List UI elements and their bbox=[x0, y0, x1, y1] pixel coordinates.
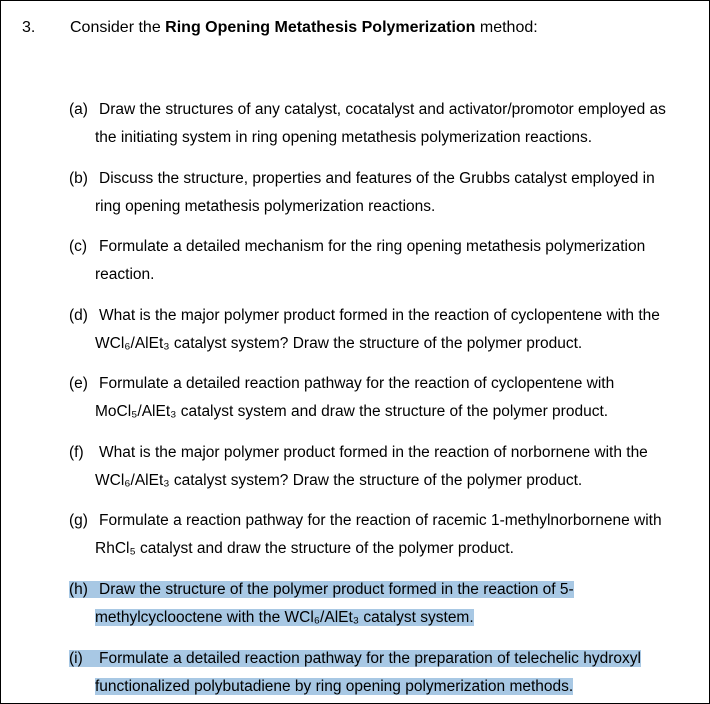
part-text-line2: RhCl₅ catalyst and draw the structure of the polymer product. bbox=[95, 540, 514, 557]
part-text-line1: Formulate a detailed reaction pathway for the preparation of telechelic hydroxyl bbox=[99, 650, 641, 667]
part-text-line1: Formulate a detailed mechanism for the ring opening metathesis polymerization bbox=[99, 238, 646, 255]
part-text-line2: reaction. bbox=[95, 266, 155, 283]
part-text-line1: What is the major polymer product formed in the reaction of cyclopentene with the bbox=[99, 307, 660, 324]
part-label: (b) bbox=[69, 170, 88, 187]
part-text-line2: methylcyclooctene with the WCl₆/AlEt₃ catalyst system. bbox=[95, 609, 474, 626]
part-label: (a) bbox=[69, 101, 88, 118]
part-label: (i) bbox=[69, 650, 83, 667]
part-text-line2: WCl₆/AlEt₃ catalyst system? Draw the structure of the polymer product. bbox=[95, 472, 583, 489]
part-text-line1: Draw the structures of any catalyst, cocatalyst and activator/promotor employed as bbox=[99, 101, 666, 118]
intro-method-name: Ring Opening Metathesis Polymerization bbox=[165, 19, 476, 36]
part-text-line2: ring opening metathesis polymerization reactions. bbox=[95, 198, 436, 215]
part-label: (h) bbox=[69, 581, 88, 598]
part-label: (d) bbox=[69, 307, 88, 324]
part-text-line1: Formulate a reaction pathway for the reaction of racemic 1-methylnorbornene with bbox=[99, 512, 662, 529]
intro-prefix: Consider the bbox=[70, 19, 166, 36]
part-label: (g) bbox=[69, 512, 88, 529]
text-selection-highlight bbox=[69, 650, 641, 667]
question-part-c bbox=[69, 233, 645, 289]
question-part-a bbox=[69, 96, 666, 152]
question-number: 3. bbox=[22, 19, 36, 36]
part-text-line2: functionalized polybutadiene by ring opening polymerization methods. bbox=[95, 678, 574, 695]
part-label: (e) bbox=[69, 375, 88, 392]
question-intro bbox=[70, 19, 538, 37]
question-part-b bbox=[69, 165, 655, 221]
question-part-d bbox=[69, 302, 660, 358]
part-text-line1: Formulate a detailed reaction pathway for the reaction of cyclopentene with bbox=[99, 375, 615, 392]
question-part-f bbox=[69, 439, 648, 495]
question-part-i-highlighted bbox=[69, 645, 641, 701]
part-label: (c) bbox=[69, 238, 88, 255]
text-selection-highlight bbox=[69, 581, 574, 598]
question-part-h-highlighted bbox=[69, 576, 574, 632]
question-part-g bbox=[69, 507, 662, 563]
part-text-line2: the initiating system in ring opening metathesis polymerization reactions. bbox=[95, 129, 593, 146]
question-part-e bbox=[69, 370, 614, 426]
intro-suffix: method: bbox=[475, 19, 538, 36]
part-label: (f) bbox=[69, 444, 84, 461]
part-text-line2: WCl₆/AlEt₃ catalyst system? Draw the structure of the polymer product. bbox=[95, 335, 583, 352]
part-text-line1: Draw the structure of the polymer product formed in the reaction of 5- bbox=[99, 581, 574, 598]
part-text-line1: What is the major polymer product formed in the reaction of norbornene with the bbox=[99, 444, 648, 461]
part-text-line1: Discuss the structure, properties and features of the Grubbs catalyst employed in bbox=[99, 170, 655, 187]
part-text-line2: MoCl₅/AlEt₃ catalyst system and draw the structure of the polymer product. bbox=[95, 403, 609, 420]
